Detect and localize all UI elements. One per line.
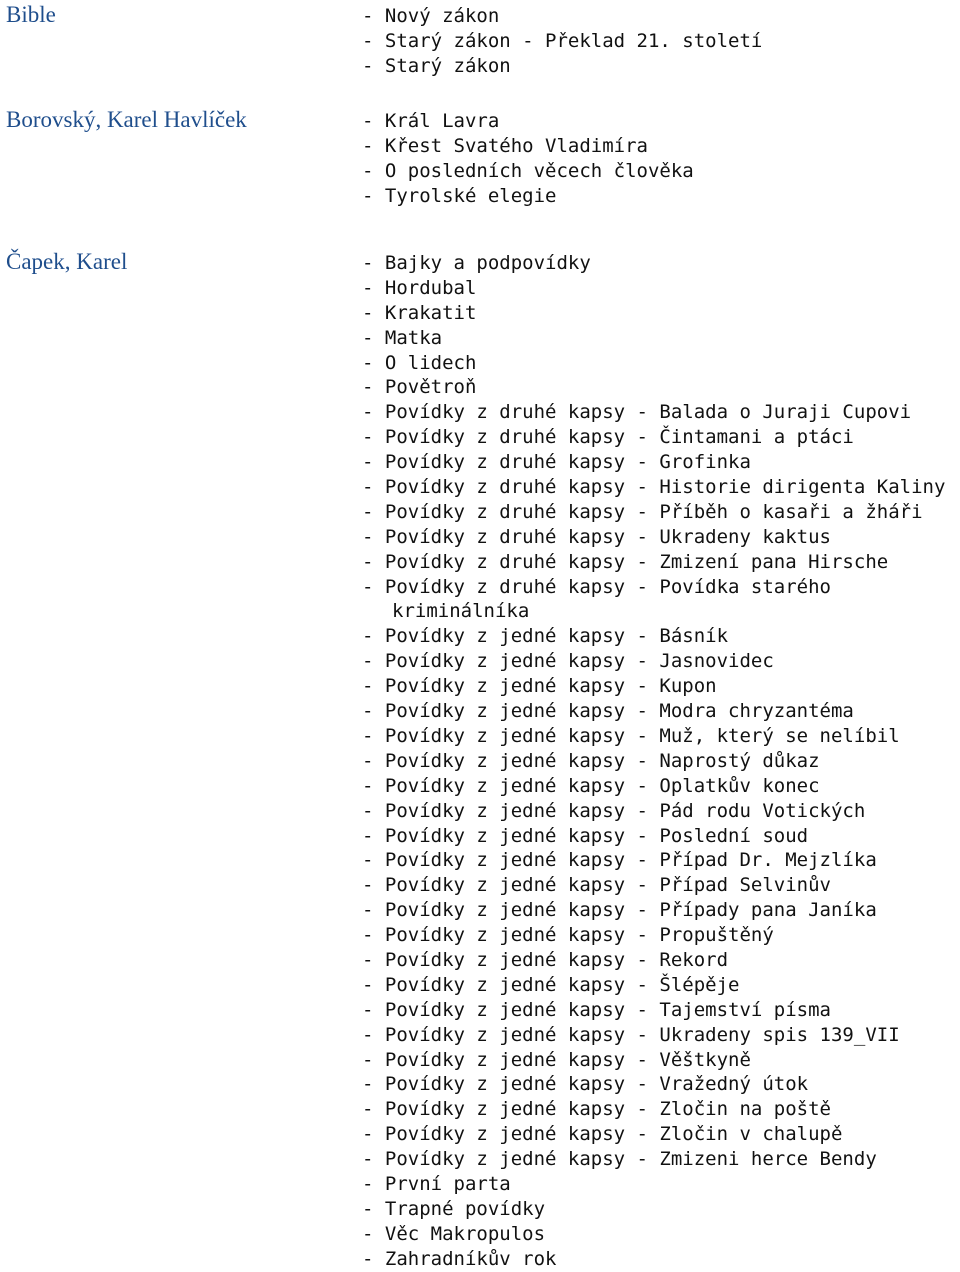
title-item: - Povídky z jedné kapsy - Pád rodu Votických xyxy=(362,799,866,822)
title-item: - Krakatit xyxy=(362,301,477,324)
title-item: - Starý zákon - Překlad 21. století xyxy=(362,29,763,52)
title-item: - Povídky z jedné kapsy - Případy pana Janíka xyxy=(362,899,877,922)
title-list xyxy=(362,4,762,79)
title-item: - Zahradníkův rok xyxy=(362,1247,557,1270)
title-line-continued: kriminálníka xyxy=(392,600,530,623)
title-item: - Povídky z druhé kapsy - Příběh o kasaři a žháři xyxy=(362,500,923,523)
title-item: - Povídky z jedné kapsy - Poslední soud xyxy=(362,824,809,847)
author-name: Bible xyxy=(6,2,56,27)
title-item: - Povídky z jedné kapsy - Vražedný útok xyxy=(362,1073,809,1096)
title-item: - Povídky z jedné kapsy - Ukradeny spis 139_VII xyxy=(362,1023,900,1046)
title-item: - Povídky z jedné kapsy - Šlépěje xyxy=(362,973,740,996)
title-item: - Věc Makropulos xyxy=(362,1222,546,1245)
title-item: - Trapné povídky xyxy=(362,1197,546,1220)
title-item: - Povídky z druhé kapsy - Grofinka xyxy=(362,451,751,474)
title-item: - Povídky z jedné kapsy - Jasnovidec xyxy=(362,650,774,673)
title-item: - Král Lavra xyxy=(362,110,500,132)
title-item: - Hordubal xyxy=(362,276,477,299)
title-item: - Povídky z jedné kapsy - Případ Dr. Mejzlíka xyxy=(362,849,877,872)
title-item: - Povídky z jedné kapsy - Oplatkův konec xyxy=(362,774,820,797)
title-line: - Povídky z druhé kapsy - Povídka starého xyxy=(362,575,831,598)
title-item: - O lidech xyxy=(362,351,477,374)
title-item: - Matka xyxy=(362,326,443,349)
title-item: - Povídky z jedné kapsy - Rekord xyxy=(362,948,729,971)
author-name: Čapek, Karel xyxy=(6,249,128,274)
title-item: - Nový zákon xyxy=(362,5,500,27)
title-item: - Povídky z druhé kapsy - Balada o Juraji Cupovi xyxy=(362,401,912,424)
title-item: - Bajky a podpovídky xyxy=(362,252,591,274)
title-item: - Povídky z jedné kapsy - Případ Selvinův xyxy=(362,874,831,897)
title-item-wrapped xyxy=(362,575,945,625)
title-item: - O posledních věcech člověka xyxy=(362,159,694,182)
title-item: - Povídky z jedné kapsy - Věštkyně xyxy=(362,1048,751,1071)
title-item: - Povídky z jedné kapsy - Naprostý důkaz xyxy=(362,749,820,772)
title-list xyxy=(362,251,945,1272)
title-item: - Povídky z jedné kapsy - Modra chryzantéma xyxy=(362,700,854,723)
title-item: - Povídky z jedné kapsy - Zločin v chalupě xyxy=(362,1123,843,1146)
title-item: - Povídky z jedné kapsy - Kupon xyxy=(362,675,717,698)
title-item: - Povídky z jedné kapsy - Propuštěný xyxy=(362,924,774,947)
title-item: - Povídky z druhé kapsy - Historie dirigenta Kaliny xyxy=(362,476,946,499)
title-item: - Tyrolské elegie xyxy=(362,184,557,207)
title-item: - Povídky z jedné kapsy - Muž, který se nelíbil xyxy=(362,724,900,747)
title-item: - Povídky z druhé kapsy - Ukradeny kaktus xyxy=(362,525,831,548)
title-item: - Povídky z jedné kapsy - Zmizeni herce Bendy xyxy=(362,1148,877,1171)
title-list xyxy=(362,109,694,209)
title-item: - Povídky z jedné kapsy - Zločin na poště xyxy=(362,1098,831,1121)
author-name: Borovský, Karel Havlíček xyxy=(6,107,247,132)
title-item: - Starý zákon xyxy=(362,54,511,77)
title-item: - Povídky z druhé kapsy - Čintamani a ptáci xyxy=(362,426,854,449)
title-item: - První parta xyxy=(362,1172,511,1195)
title-item: - Povětroň xyxy=(362,376,477,399)
title-item: - Křest Svatého Vladimíra xyxy=(362,134,648,157)
title-item: - Povídky z jedné kapsy - Básník xyxy=(362,625,729,648)
title-item: - Povídky z druhé kapsy - Zmizení pana Hirsche xyxy=(362,550,889,573)
title-item: - Povídky z jedné kapsy - Tajemství písma xyxy=(362,998,831,1021)
